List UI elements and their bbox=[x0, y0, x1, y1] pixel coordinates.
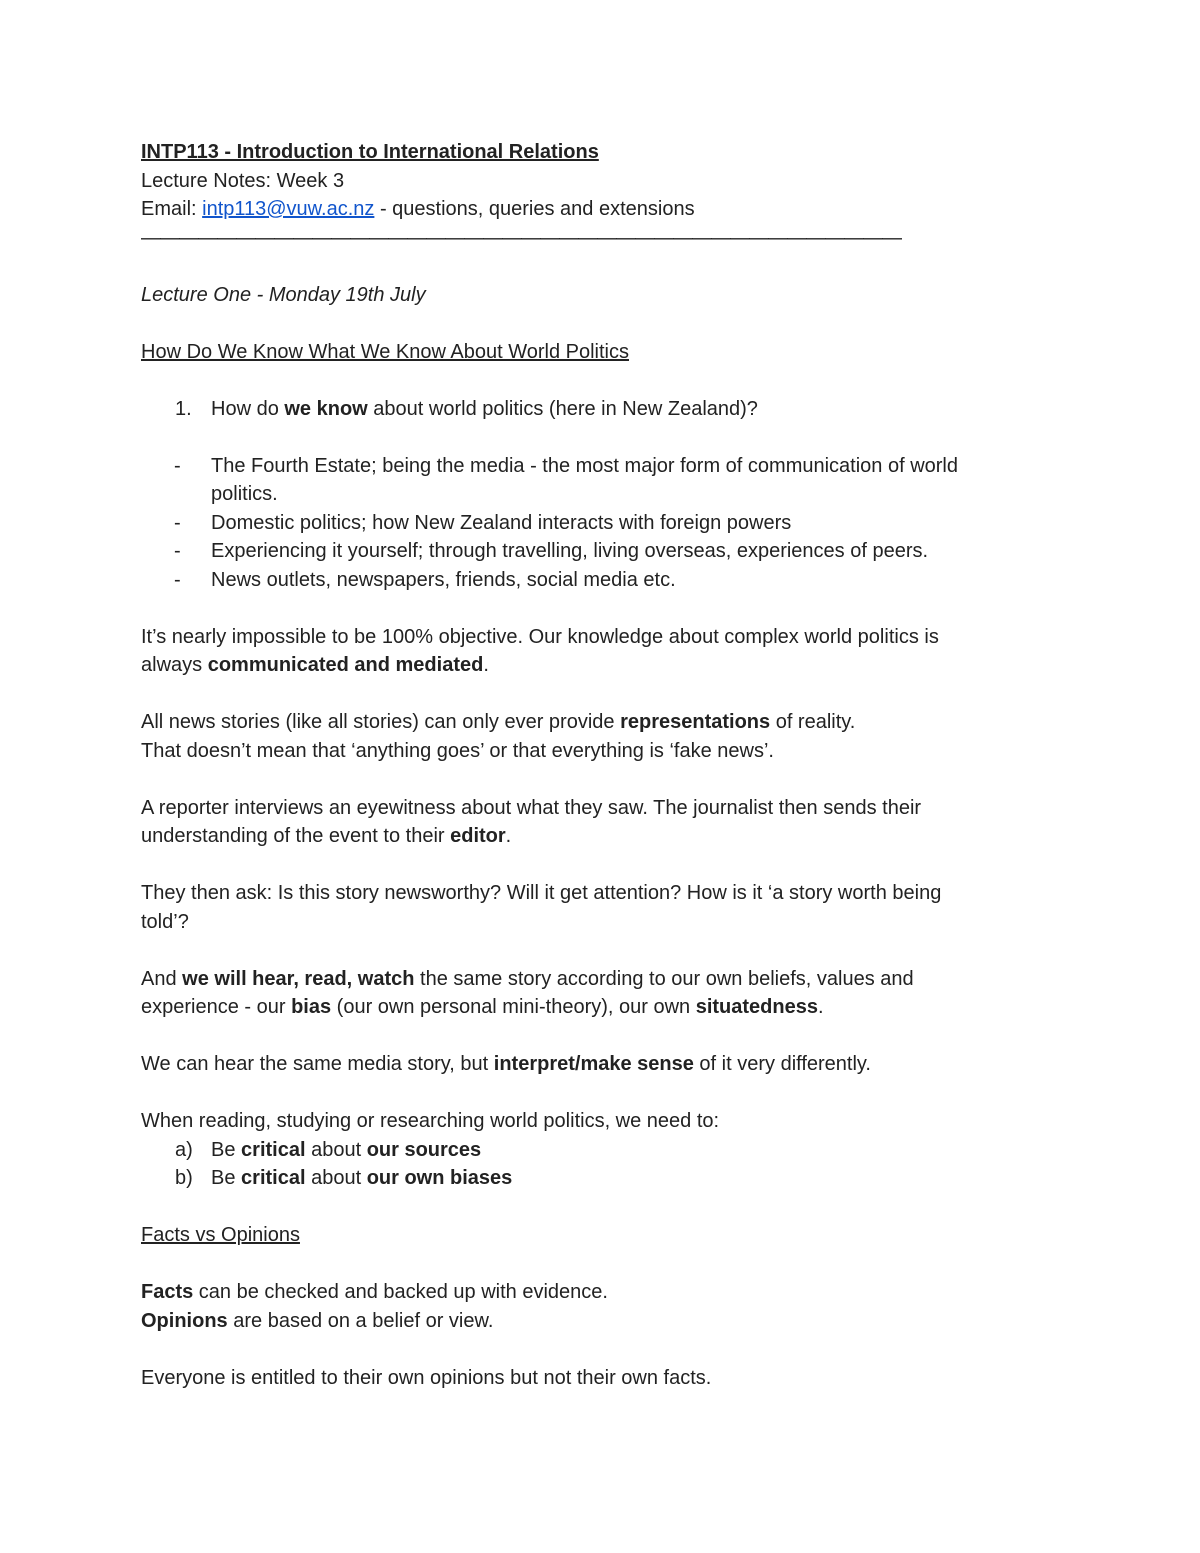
document-title: INTP113 - Introduction to International Relations bbox=[141, 141, 599, 163]
document-page bbox=[141, 138, 1041, 1392]
document-subtitle: Lecture Notes: Week 3 bbox=[141, 169, 345, 192]
section-heading-knowledge: How Do We Know What We Know About World Politics bbox=[141, 340, 629, 363]
lecture-heading: Lecture One - Monday 19th July bbox=[141, 283, 426, 306]
paragraph-fake-news: That doesn’t mean that ‘anything goes’ or that everything is ‘fake news’. bbox=[141, 739, 774, 762]
bullet-item-continuation: politics. bbox=[211, 483, 278, 505]
lettered-item-a: a) Be critical about our sources bbox=[175, 1138, 482, 1161]
paragraph-closing: Everyone is entitled to their own opinions but not their own facts. bbox=[141, 1366, 712, 1389]
paragraph-representations: All news stories (like all stories) can only ever provide representations of reality. bbox=[141, 711, 856, 733]
paragraph-interpret: We can hear the same media story, but interpret/make sense of it very differently. bbox=[141, 1053, 871, 1075]
paragraph-facts: Facts can be checked and backed up with evidence. bbox=[141, 1281, 608, 1303]
paragraph-reporter-cont: understanding of the event to their editor. bbox=[141, 825, 512, 847]
paragraph-newsworthy: They then ask: Is this story newsworthy? Will it get attention? How is it ‘a story worth being bbox=[141, 882, 942, 904]
lettered-item-b: b) Be critical about our own biases bbox=[175, 1167, 513, 1189]
paragraph-objectivity: It’s nearly impossible to be 100% objective. Our knowledge about complex world politics is bbox=[141, 625, 939, 648]
paragraph-newsworthy-cont: told’? bbox=[141, 910, 189, 933]
bullet-item: - Domestic politics; how New Zealand interacts with foreign powers bbox=[174, 511, 792, 534]
section-heading-facts: Facts vs Opinions bbox=[141, 1224, 300, 1246]
paragraph-bias: And we will hear, read, watch the same story according to our own beliefs, values and bbox=[141, 967, 914, 990]
bullet-item: - Experiencing it yourself; through travelling, living overseas, experiences of peers. bbox=[174, 540, 929, 562]
email-line bbox=[141, 195, 1041, 224]
paragraph-objectivity-cont: always communicated and mediated. bbox=[141, 654, 489, 676]
paragraph-opinions: Opinions are based on a belief or view. bbox=[141, 1309, 494, 1332]
email-link[interactable]: intp113@vuw.ac.nz bbox=[202, 198, 375, 220]
horizontal-rule: ———————————————————————————————————————— bbox=[141, 226, 901, 249]
bullet-item: - The Fourth Estate; being the media - the most major form of communication of world bbox=[174, 454, 958, 477]
email-label: Email: bbox=[141, 198, 203, 220]
numbered-question: 1. How do we know about world politics (here in New Zealand)? bbox=[141, 395, 1041, 424]
bullet-item: - News outlets, newspapers, friends, social media etc. bbox=[174, 568, 676, 591]
paragraph-critical-intro: When reading, studying or researching world politics, we need to: bbox=[141, 1110, 720, 1132]
paragraph-reporter: A reporter interviews an eyewitness about what they saw. The journalist then sends their bbox=[141, 796, 922, 819]
list-number: 1. bbox=[175, 397, 192, 420]
email-suffix: - questions, queries and extensions bbox=[374, 198, 695, 220]
paragraph-bias-cont: experience - our bias (our own personal mini-theory), our own situatedness. bbox=[141, 996, 824, 1018]
